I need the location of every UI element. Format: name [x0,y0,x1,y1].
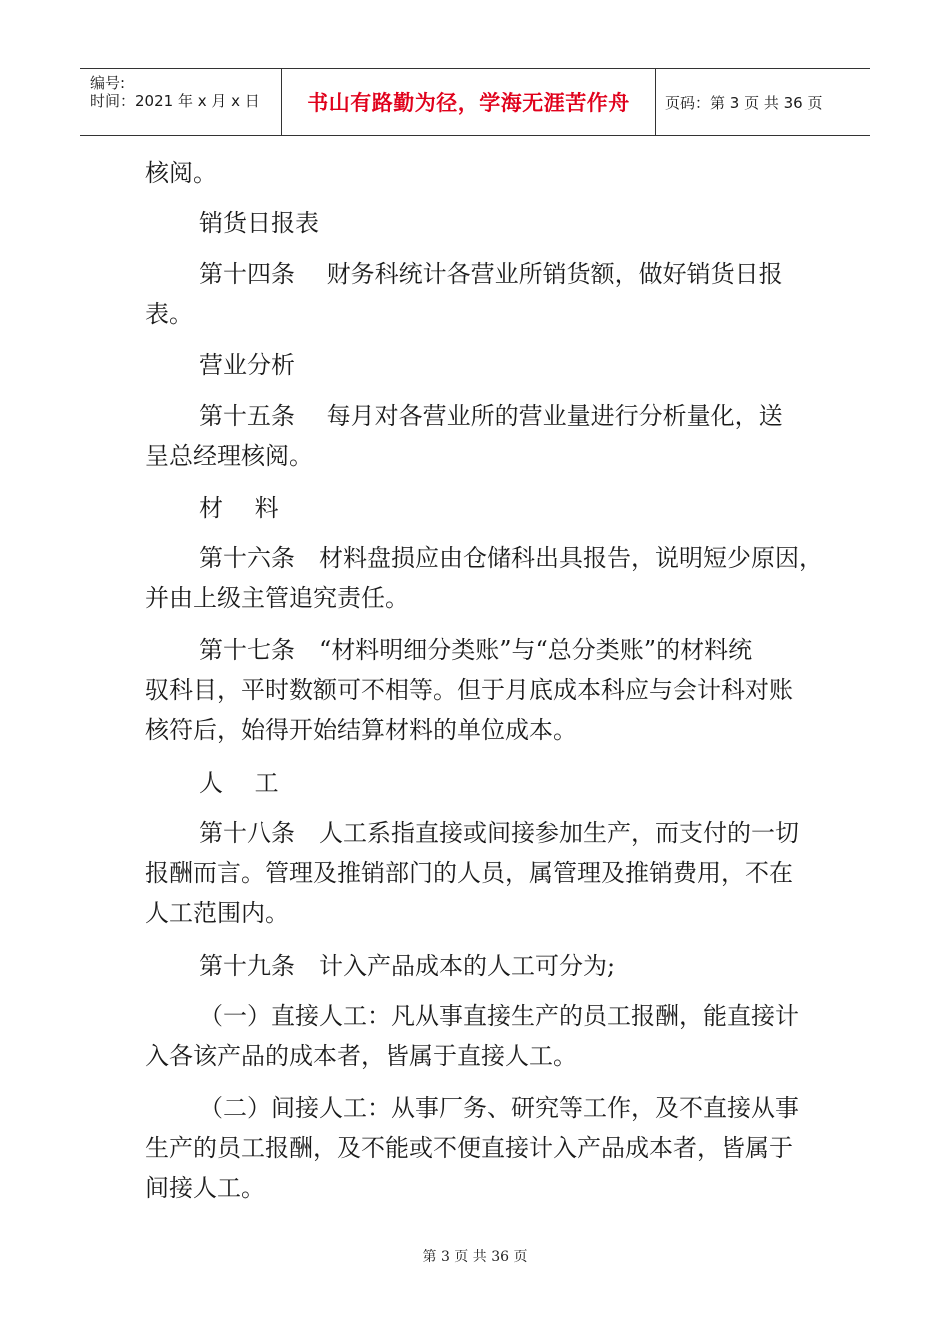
text-line: 表。 [145,300,193,328]
footer-page-number: 第 3 页 共 36 页 [422,1249,528,1265]
page-header [80,68,870,136]
text-line: 生产的员工报酬，及不能或不便直接计入产品成本者，皆属于 [145,1134,793,1162]
document-number-label: 编号: [90,74,126,92]
text-line: 并由上级主管追究责任。 [145,584,409,612]
text-line: 核符后，始得开始结算材料的单位成本。 [145,716,577,744]
text-line: 第十七条 “材料明细分类账”与“总分类账”的材料统 [199,636,753,664]
text-line: （二）间接人工：从事厂务、研究等工作，及不直接从事 [199,1094,799,1122]
text-line: 人工范围内。 [145,899,289,927]
text-line: 第十四条 财务科统计各营业所销货额，做好销货日报 [199,260,783,288]
text-line: 第十六条 材料盘损应由仓储科出具报告，说明短少原因， [199,544,823,572]
text-line: 第十五条 每月对各营业所的营业量进行分析量化，送 [199,402,783,430]
article-18 [145,813,815,933]
article-15 [145,396,815,476]
text-line: 第十九条 计入产品成本的人工可分为; [199,952,616,980]
section-heading-business-analysis: 营业分析 [199,351,295,379]
article-14 [145,254,815,334]
article-16 [145,538,823,618]
article-19-item-1 [145,996,815,1076]
header-motto: 书山有路勤为径，学海无涯苦作舟 [307,91,630,115]
header-motto-cell [282,69,656,135]
paragraph-continuation [145,153,815,193]
article-17 [145,630,815,750]
text-line: 驭科目，平时数额可不相等。但于月底成本科应与会计科对账 [145,676,793,704]
text-line: 间接人工。 [145,1174,265,1202]
text-line: 入各该产品的成本者，皆属于直接人工。 [145,1042,577,1070]
header-page-cell [656,69,870,135]
section-heading-materials: 材 料 [199,494,279,522]
section-heading-labor: 人 工 [199,769,279,797]
document-date: 时间：2021 年 x 月 x 日 [90,92,260,110]
article-19-item-2 [145,1088,815,1208]
text-line: 核阅。 [145,159,217,187]
section-heading-sales-report: 销货日报表 [199,209,319,237]
header-page-info: 页码：第 3 页 共 36 页 [665,93,823,112]
page-footer [0,1246,950,1266]
text-line: 呈总经理核阅。 [145,442,313,470]
text-line: 第十八条 人工系指直接或间接参加生产，而支付的一切 [199,819,799,847]
article-19 [145,946,815,986]
text-line: 报酬而言。管理及推销部门的人员，属管理及推销费用，不在 [145,859,793,887]
text-line: （一）直接人工：凡从事直接生产的员工报酬，能直接计 [199,1002,799,1030]
header-meta-cell [80,69,282,135]
